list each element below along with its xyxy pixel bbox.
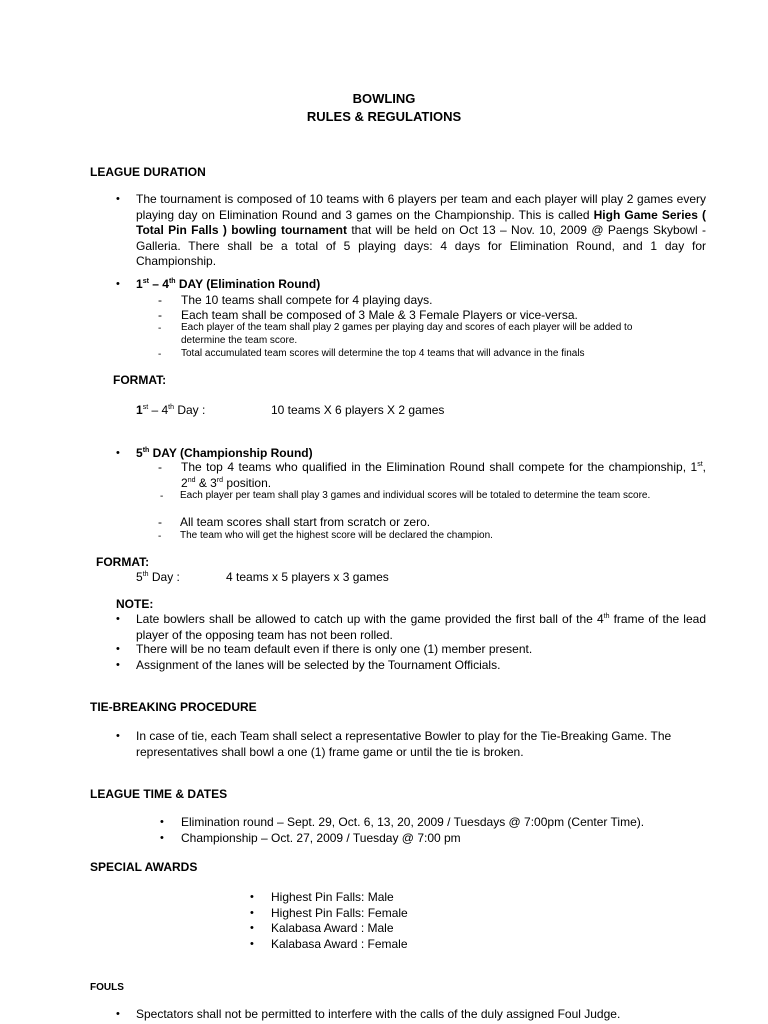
elim-item: Each player of the team shall play 2 games per playing day and scores of each player will be added to determine the team score. <box>181 322 633 346</box>
championship-round-heading: 5th DAY (Championship Round) <box>136 446 313 460</box>
elim-item: Each team shall be composed of 3 Male & 3 Female Players or vice-versa. <box>181 308 578 322</box>
dash-marker: - <box>158 308 162 322</box>
format-label: FORMAT: <box>113 373 167 387</box>
league-time-item: Championship – Oct. 27, 2009 / Tuesday @ 7:00 pm <box>181 831 461 845</box>
dash-marker: - <box>158 460 162 474</box>
dash-marker: - <box>158 349 162 360</box>
dash-marker: - <box>158 293 162 307</box>
note-item: Assignment of the lanes will be selected by the Tournament Officials. <box>136 658 501 672</box>
document-title: BOWLING <box>352 91 416 106</box>
format-value-2: 4 teams x 5 players x 3 games <box>226 570 389 584</box>
league-time-heading: LEAGUE TIME & DATES <box>90 787 228 801</box>
award-item: Highest Pin Falls: Male <box>271 890 394 904</box>
award-item: Kalabasa Award : Male <box>271 921 394 935</box>
note-item: There will be no team default even if there is only one (1) member present. <box>136 642 533 656</box>
document-subtitle: RULES & REGULATIONS <box>306 109 462 124</box>
note-item: Late bowlers shall be allowed to catch up with the game provided the first ball of the 4th frame of the lead player of the opposing team has not been rolled. <box>136 612 706 642</box>
bullet-icon: • <box>250 938 254 950</box>
note-label: NOTE: <box>116 597 154 611</box>
champ-item: The team who will get the highest score will be declared the champion. <box>180 530 493 541</box>
bullet-icon: • <box>116 278 120 290</box>
champ-item: All team scores shall start from scratch or zero. <box>180 515 431 529</box>
award-item: Kalabasa Award : Female <box>271 937 408 951</box>
bullet-icon: • <box>160 816 164 828</box>
bullet-icon: • <box>116 643 120 655</box>
bullet-icon: • <box>160 832 164 844</box>
champ-item: The top 4 teams who qualified in the Elimination Round shall compete for the championship, 1st, 2nd & 3rd position. <box>181 460 706 490</box>
league-time-item: Elimination round – Sept. 29, Oct. 6, 13, 20, 2009 / Tuesdays @ 7:00pm (Center Time). <box>181 815 645 829</box>
award-item: Highest Pin Falls: Female <box>271 906 408 920</box>
league-duration-intro: The tournament is composed of 10 teams with 6 players per team and each player will play 2 games every playing day on Elimination Round and 3 games on the Championship. This is called High Game Series ( Total Pin Falls ) bowling tournament that will be held on Oct 13 – Nov. 10, 2009 @ Paengs Skybowl - Galleria. There shall be a total of 5 playing days: 4 days for Elimination Round, and 1 day for Championship. <box>136 192 707 268</box>
bullet-icon: • <box>250 907 254 919</box>
elim-item: The 10 teams shall compete for 4 playing days. <box>181 293 433 307</box>
format-value: 10 teams X 6 players X 2 games <box>271 403 445 417</box>
tie-breaking-text: In case of tie, each Team shall select a representative Bowler to play for the Tie-Breaking Game. The representatives shall bowl a one (1) frame game or until the tie is broken. <box>136 729 672 759</box>
bullet-icon: • <box>116 659 120 671</box>
format-day-range: 1st – 4th Day : <box>136 403 206 417</box>
foul-item: Spectators shall not be permitted to interfere with the calls of the duly assigned Foul Judge. <box>136 1007 621 1021</box>
bullet-icon: • <box>116 193 120 205</box>
bullet-icon: • <box>116 447 120 459</box>
elimination-round-heading: 1st – 4th DAY (Elimination Round) <box>136 277 321 291</box>
format-label-2: FORMAT: <box>96 555 150 569</box>
bullet-icon: • <box>250 922 254 934</box>
bullet-icon: • <box>250 891 254 903</box>
format-day-2: 5th Day : <box>136 570 180 584</box>
dash-marker: - <box>158 323 162 334</box>
league-duration-heading: LEAGUE DURATION <box>90 165 206 179</box>
elim-item: Total accumulated team scores will determine the top 4 teams that will advance in the finals <box>181 348 585 359</box>
bullet-icon: • <box>116 730 120 742</box>
special-awards-heading: SPECIAL AWARDS <box>90 860 198 874</box>
tie-breaking-heading: TIE-BREAKING PROCEDURE <box>90 700 257 714</box>
dash-marker: - <box>158 515 162 529</box>
champ-item: Each player per team shall play 3 games and individual scores will be totaled to determine the team score. <box>180 490 651 501</box>
dash-marker: - <box>158 531 162 542</box>
dash-marker: - <box>160 491 164 502</box>
fouls-heading: FOULS <box>90 982 124 993</box>
bullet-icon: • <box>116 1008 120 1020</box>
bullet-icon: • <box>116 613 120 625</box>
